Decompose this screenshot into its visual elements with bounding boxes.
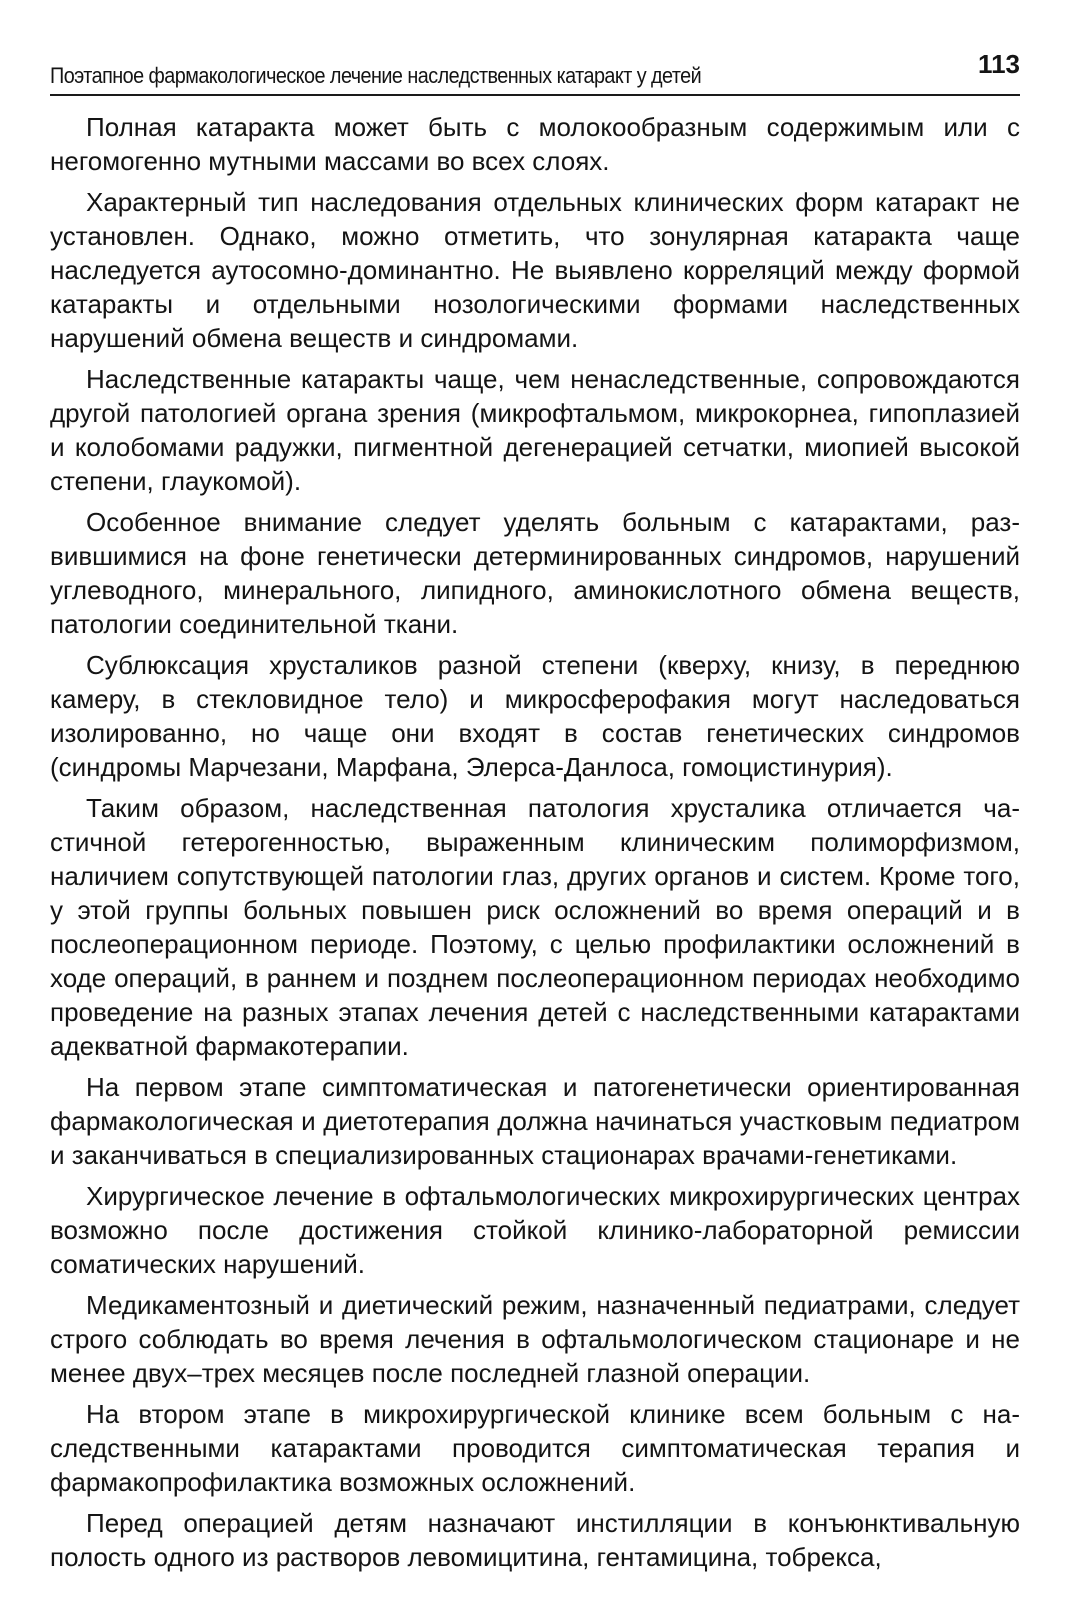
running-title: Поэтапное фармакологическое лечение наследственных катаракт у детей	[50, 63, 702, 88]
paragraph: Наследственные катаракты чаще, чем ненаследственные, сопровождаются другой патологией органа зрения (микрофтальмом, микрокорнеа, гипоплазией и колобомами радужки, пигментной дегенерацией сетчатки, миопией высокой степени, глаукомой).	[50, 363, 1020, 497]
paragraph: Особенное внимание следует уделять больным с катарактами, развившимися на фоне генетически детерминированных синдромов, нарушений углеводного, минерального, липидного, аминокислотного обмена веществ, патологии соединительной ткани.	[50, 506, 1020, 640]
body-text	[50, 110, 1020, 1580]
paragraph: Медикаментозный и диетический режим, назначенный педиатрами, следует строго соблюдать во время лечения в офтальмологическом стационаре и не менее двух–трех месяцев после последней глазной операции.	[50, 1289, 1020, 1389]
paragraph: Характерный тип наследования отдельных клинических форм катаракт не установлен. Однако, можно отметить, что зонулярная катаракта чаще наследуется аутосомно-доминантно. Не выявлено корреляций между формой катаракты и отдельными нозологическими формами наследственных нарушений обмена веществ и синдромами.	[50, 186, 1020, 354]
paragraph: Перед операцией детям назначают инстилляции в конъюнктивальную полость одного из растворов левомицитина, гентамицина, тобрекса,	[50, 1507, 1020, 1572]
running-header	[50, 50, 1020, 96]
paragraph: Сублюксация хрусталиков разной степени (кверху, книзу, в переднюю камеру, в стекловидное тело) и микросферофакия могут наследоваться изолированно, но чаще они входят в состав генетических синдромов (синдромы Марчезани, Марфана, Элерса-Данлоса, гомоцистинурия).	[50, 649, 1020, 783]
paragraph: На первом этапе симптоматическая и патогенетически ориентированная фармакологическая и диетотерапия должна начинаться участковым педиатром и заканчиваться в специализированных стационарах врачами-генетиками.	[50, 1072, 1020, 1171]
page-number: 113	[978, 49, 1020, 79]
paragraph: Таким образом, наследственная патология хрусталика отличается частичной гетерогенностью, выраженным клиническим полиморфизмом, наличием сопутствующей патологии глаз, других органов и систем. Кроме того, у этой группы больных повышен риск осложнений во время операций и в послеоперационном периоде. Поэтому, с целью профилактики осложнений в ходе операций, в раннем и позднем послеоперационном периодах необходимо проведение на разных этапах лечения детей с наследственными катарактами адекватной фармакотерапии.	[50, 792, 1020, 1062]
paragraph: На втором этапе в микрохирургической клинике всем больным с наследственными катарактами проводится симптоматическая терапия и фармакопрофилактика возможных осложнений.	[50, 1398, 1020, 1497]
paragraph: Хирургическое лечение в офтальмологических микрохирургических центрах возможно после достижения стойкой клинико-лабораторной ремиссии соматических нарушений.	[50, 1180, 1020, 1280]
paragraph: Полная катаракта может быть с молокообразным содержимым или с негомогенно мутными массами во всех слоях.	[50, 112, 1020, 177]
